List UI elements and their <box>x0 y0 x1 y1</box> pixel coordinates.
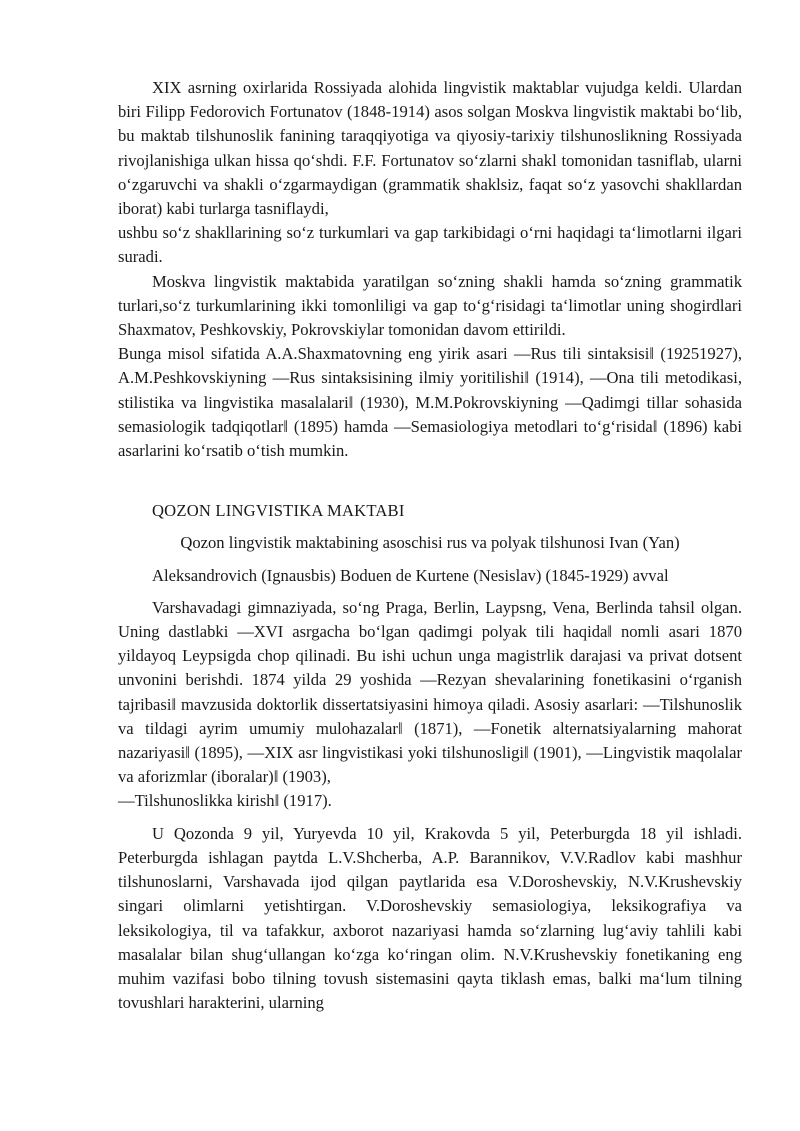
paragraph-kazan-founder: Qozon lingvistik maktabining asoschisi rus va polyak tilshunosi Ivan (Yan) <box>180 533 680 553</box>
document-page <box>118 76 742 1015</box>
paragraph-founder-education: Varshavadagi gimnaziyada, so‘ng Praga, Berlin, Laypsng, Vena, Berlinda tahsil olgan. Uning dastlabki ―XVI asrgacha bo‘lgan qadimgi polyak tili haqida‖ nomli asari 1870 yildayoq Leypsigda chop qilinadi. Bu ishi uchun unga magistrlik darajasi va privat dotsent unvonini berishdi. 1874 yilda 29 yoshida ―Rezyan shevalarining fonetikasini o‘rganish tajribasi‖ mavzusida doktorlik dissertatsiyasini himoya qiladi. Asosiy asarlari: ―Tilshunoslik va tildagi ayrim umumiy mulohazalar‖ (1871), ―Fonetik alternatsiyalarning mahorat nazariyasi‖ (1895), ―XIX asr lingvistikasi yoki tilshunosligi‖ (1901), ―Lingvistik maqolalar va aforizmlar (iboralar)‖ (1903), <box>118 597 742 787</box>
paragraph-works-examples: Bunga misol sifatida A.A.Shaxmatovning eng yirik asari ―Rus tili sintaksisi‖ (19251927), A.M.Peshkovskiyning ―Rus sintaksisining ilmiy yoritilishi‖ (1914), ―Ona tili metodikasi, stilistika va lingvistika masalalari‖ (1930), M.M.Pokrovskiyning ―Qadimgi tillar sohasida semasiologik tadqiqotlar‖ (1895) hamda ―Semasiologiya metodlari to‘g‘risida‖ (1896) kabi asarlarini ko‘rsatib o‘tish mumkin. <box>118 344 742 461</box>
paragraph-moscow-school-intro: XIX asrning oxirlarida Rossiyada alohida lingvistik maktablar vujudga keldi. Ulardan biri Filipp Fedorovich Fortunatov (1848-1914) asos solgan Moskva lingvistik maktabi bo‘lib, bu maktab tilshunoslik fanining taraqqiyotiga va qiyosiy-tarixiy tilshunoslikning Rossiyada rivojlanishiga ulkan hissa qo‘shdi. F.F. Fortunatov so‘zlarni shakl tomonidan tasniflab, ularni o‘zgaruvchi va shakli o‘zgarmaydigan (grammatik shaklsiz, faqat so‘z yasovchi shakllardan iborat) kabi turlarga tasniflaydi, <box>118 78 742 219</box>
paragraph-career: U Qozonda 9 yil, Yuryevda 10 yil, Krakovda 5 yil, Peterburgda 18 yil ishladi. Peterburgda ishlagan paytda L.V.Shcherba, A.P. Barannikov, V.V.Radlov kabi mashhur tilshunoslarni, Varshavada ijod qilgan paytlarida esa V.Doroshevskiy, N.V.Krushevskiy singari olimlarni yetishtirgan. V.Doroshevskiy semasiologiya, leksikografiya va leksikologiya, til va tafakkur, axborot nazariyasi hamda so‘zlarning lug‘aviy tahlili kabi masalalar bilan shug‘ullangan ko‘zga ko‘ringan olim. N.V.Krushevskiy fonetikaning eng muhim vazifasi bobo tilning tovush sistemasini qayta tiklash emas, balki ma‘lum tilning tovushlari harakterini, ularning <box>118 823 742 1013</box>
section-heading-kazan-school: QOZON LINGVISTIKA MAKTABI <box>152 501 405 521</box>
paragraph-word-forms: ushbu so‘z shakllarining so‘z turkumlari va gap tarkibidagi o‘rni haqidagi ta‘limotlarni ilgari suradi. <box>118 223 742 267</box>
paragraph-founder-name: Aleksandrovich (Ignausbis) Boduen de Kurtene (Nesislav) (1845-1929) avval <box>152 565 669 585</box>
paragraph-moscow-school-students: Moskva lingvistik maktabida yaratilgan so‘zning shakli hamda so‘zning grammatik turlari,so‘z turkumlarining ikki tomonliligi va gap to‘g‘risidagi ta‘limotlar uning shogirdlari Shaxmatov, Peshkovskiy, Pokrovskiylar tomonidan davom ettirildi. <box>118 271 742 340</box>
paragraph-intro-to-linguistics: ―Tilshunoslikka kirish‖ (1917). <box>118 791 332 811</box>
